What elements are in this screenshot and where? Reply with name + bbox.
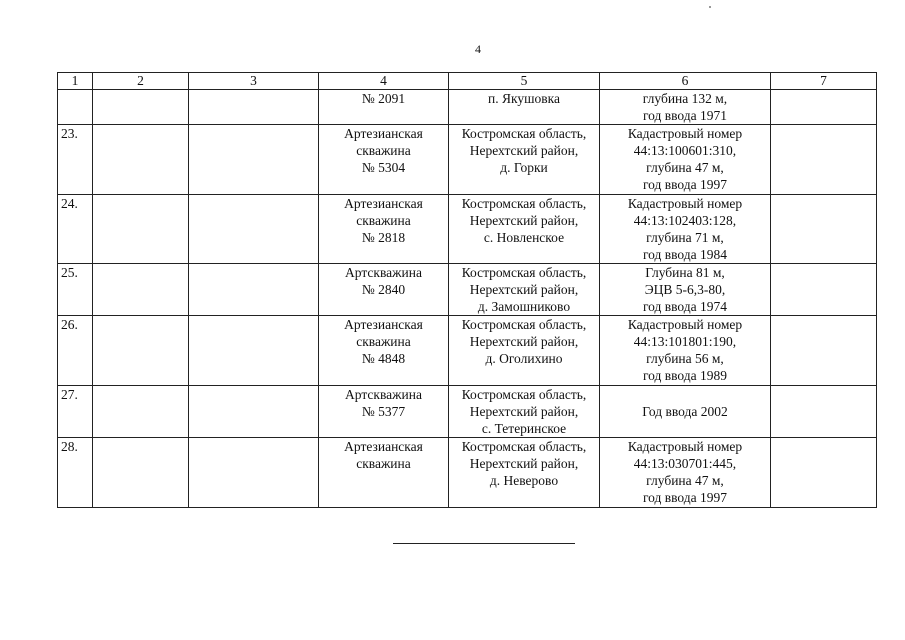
cell-line: год ввода 1984 (642, 247, 728, 262)
cell-line: Артезианская (344, 126, 423, 141)
cell-line: 44:13:100601:310, (633, 143, 737, 158)
scan-speck (709, 6, 711, 8)
cell-line: Костромская область, (461, 317, 587, 332)
header-cell: 2 (93, 73, 189, 90)
table-row (58, 316, 877, 386)
cell-line: Артскважина (345, 387, 422, 402)
cell-line: год ввода 1974 (642, 299, 728, 314)
cell-line: глубина 71 м, (646, 230, 724, 245)
cell-line: 44:13:030701:445, (633, 456, 737, 471)
empty-cell-col3 (189, 90, 319, 125)
cell-line: Костромская область, (461, 126, 587, 141)
cell-line: Артезианская (344, 196, 423, 211)
cell-line: год ввода 1971 (642, 108, 728, 123)
cell-line: Артезианская (344, 439, 423, 454)
object-name-cell (319, 386, 449, 438)
empty-cell-col7 (771, 195, 877, 264)
empty-cell-col3 (189, 386, 319, 438)
cell-line: д. Горки (500, 160, 548, 175)
cell-line: № 2818 (361, 230, 406, 245)
empty-cell-col7 (771, 125, 877, 195)
cell-line: ЭЦВ 5-6,3-80, (644, 282, 726, 297)
cell-line: Костромская область, (461, 439, 587, 454)
row-number-cell: 23. (58, 125, 93, 195)
empty-cell-col3 (189, 316, 319, 386)
characteristics-cell (600, 90, 771, 125)
location-cell (449, 438, 600, 508)
empty-cell-col7 (771, 316, 877, 386)
cell-line: 44:13:102403:128, (633, 213, 737, 228)
table-row (58, 90, 877, 125)
characteristics-cell (600, 125, 771, 195)
cell-line: Костромская область, (461, 387, 587, 402)
empty-cell-col2 (93, 438, 189, 508)
empty-cell-col2 (93, 125, 189, 195)
characteristics-cell (600, 386, 771, 438)
empty-cell-col2 (93, 386, 189, 438)
empty-cell-col3 (189, 438, 319, 508)
empty-cell-col2 (93, 90, 189, 125)
location-cell (449, 386, 600, 438)
table-row (58, 438, 877, 508)
cell-line: № 5377 (361, 404, 406, 419)
row-number-cell: 27. (58, 386, 93, 438)
row-number-cell: 24. (58, 195, 93, 264)
row-number-cell: 25. (58, 264, 93, 316)
cell-line: Нерехтский район, (469, 213, 579, 228)
table-row (58, 195, 877, 264)
cell-line: Кадастровый номер (627, 126, 743, 141)
cell-line: д. Оголихино (485, 351, 563, 366)
header-cell: 5 (449, 73, 600, 90)
cell-line: Нерехтский район, (469, 456, 579, 471)
object-name-cell (319, 125, 449, 195)
empty-cell-col3 (189, 125, 319, 195)
cell-line: глубина 56 м, (646, 351, 724, 366)
cell-line: Кадастровый номер (627, 317, 743, 332)
table-row (58, 264, 877, 316)
cell-line: скважина (356, 456, 411, 471)
cell-line: глубина 47 м, (646, 473, 724, 488)
cell-line: Кадастровый номер (627, 439, 743, 454)
end-rule (393, 543, 575, 544)
characteristics-cell (600, 264, 771, 316)
object-name-cell (319, 316, 449, 386)
cell-line: п. Якушовка (488, 91, 560, 106)
cell-line: глубина 47 м, (646, 160, 724, 175)
characteristics-cell (600, 316, 771, 386)
empty-cell-col2 (93, 195, 189, 264)
cell-line: Глубина 81 м, (645, 265, 725, 280)
header-cell: 7 (771, 73, 877, 90)
cell-line: № 2091 (361, 91, 406, 106)
location-cell (449, 195, 600, 264)
empty-cell-col2 (93, 264, 189, 316)
empty-cell-col3 (189, 195, 319, 264)
cell-line: Год ввода 2002 (642, 404, 728, 419)
cell-line: Артезианская (344, 317, 423, 332)
row-number-cell (58, 90, 93, 125)
page-number: 4 (475, 42, 481, 56)
cell-line: № 5304 (361, 160, 406, 175)
cell-line: Кадастровый номер (627, 196, 743, 211)
cell-line: Нерехтский район, (469, 143, 579, 158)
empty-cell-col2 (93, 316, 189, 386)
header-cell: 1 (58, 73, 93, 90)
cell-line: глубина 132 м, (642, 91, 728, 106)
cell-line: год ввода 1997 (642, 490, 728, 505)
cell-line: д. Неверово (489, 473, 559, 488)
header-cell: 4 (319, 73, 449, 90)
cell-line: год ввода 1989 (642, 368, 728, 383)
cell-line: Артскважина (345, 265, 422, 280)
table-row (58, 386, 877, 438)
cell-line: скважина (356, 213, 411, 228)
object-name-cell (319, 90, 449, 125)
cell-line: Нерехтский район, (469, 334, 579, 349)
header-cell: 3 (189, 73, 319, 90)
table-row (58, 125, 877, 195)
location-cell (449, 125, 600, 195)
cell-line: № 2840 (361, 282, 406, 297)
cell-line: Нерехтский район, (469, 282, 579, 297)
row-number-cell: 28. (58, 438, 93, 508)
cell-line: 44:13:101801:190, (633, 334, 737, 349)
location-cell (449, 264, 600, 316)
characteristics-cell (600, 438, 771, 508)
empty-cell-col7 (771, 90, 877, 125)
row-number-cell: 26. (58, 316, 93, 386)
object-name-cell (319, 438, 449, 508)
cell-line: Нерехтский район, (469, 404, 579, 419)
empty-cell-col3 (189, 264, 319, 316)
cell-line: № 4848 (361, 351, 406, 366)
header-row (58, 73, 877, 90)
cell-line: Костромская область, (461, 196, 587, 211)
wells-table (57, 72, 877, 508)
cell-line: скважина (356, 334, 411, 349)
cell-line: год ввода 1997 (642, 177, 728, 192)
cell-line: Костромская область, (461, 265, 587, 280)
cell-line: с. Новленское (483, 230, 565, 245)
cell-line: скважина (356, 143, 411, 158)
object-name-cell (319, 195, 449, 264)
object-name-cell (319, 264, 449, 316)
location-cell (449, 316, 600, 386)
header-cell: 6 (600, 73, 771, 90)
characteristics-cell (600, 195, 771, 264)
empty-cell-col7 (771, 264, 877, 316)
cell-line: с. Тетеринское (481, 421, 567, 436)
cell-line: д. Замошниково (477, 299, 571, 314)
empty-cell-col7 (771, 438, 877, 508)
empty-cell-col7 (771, 386, 877, 438)
location-cell (449, 90, 600, 125)
